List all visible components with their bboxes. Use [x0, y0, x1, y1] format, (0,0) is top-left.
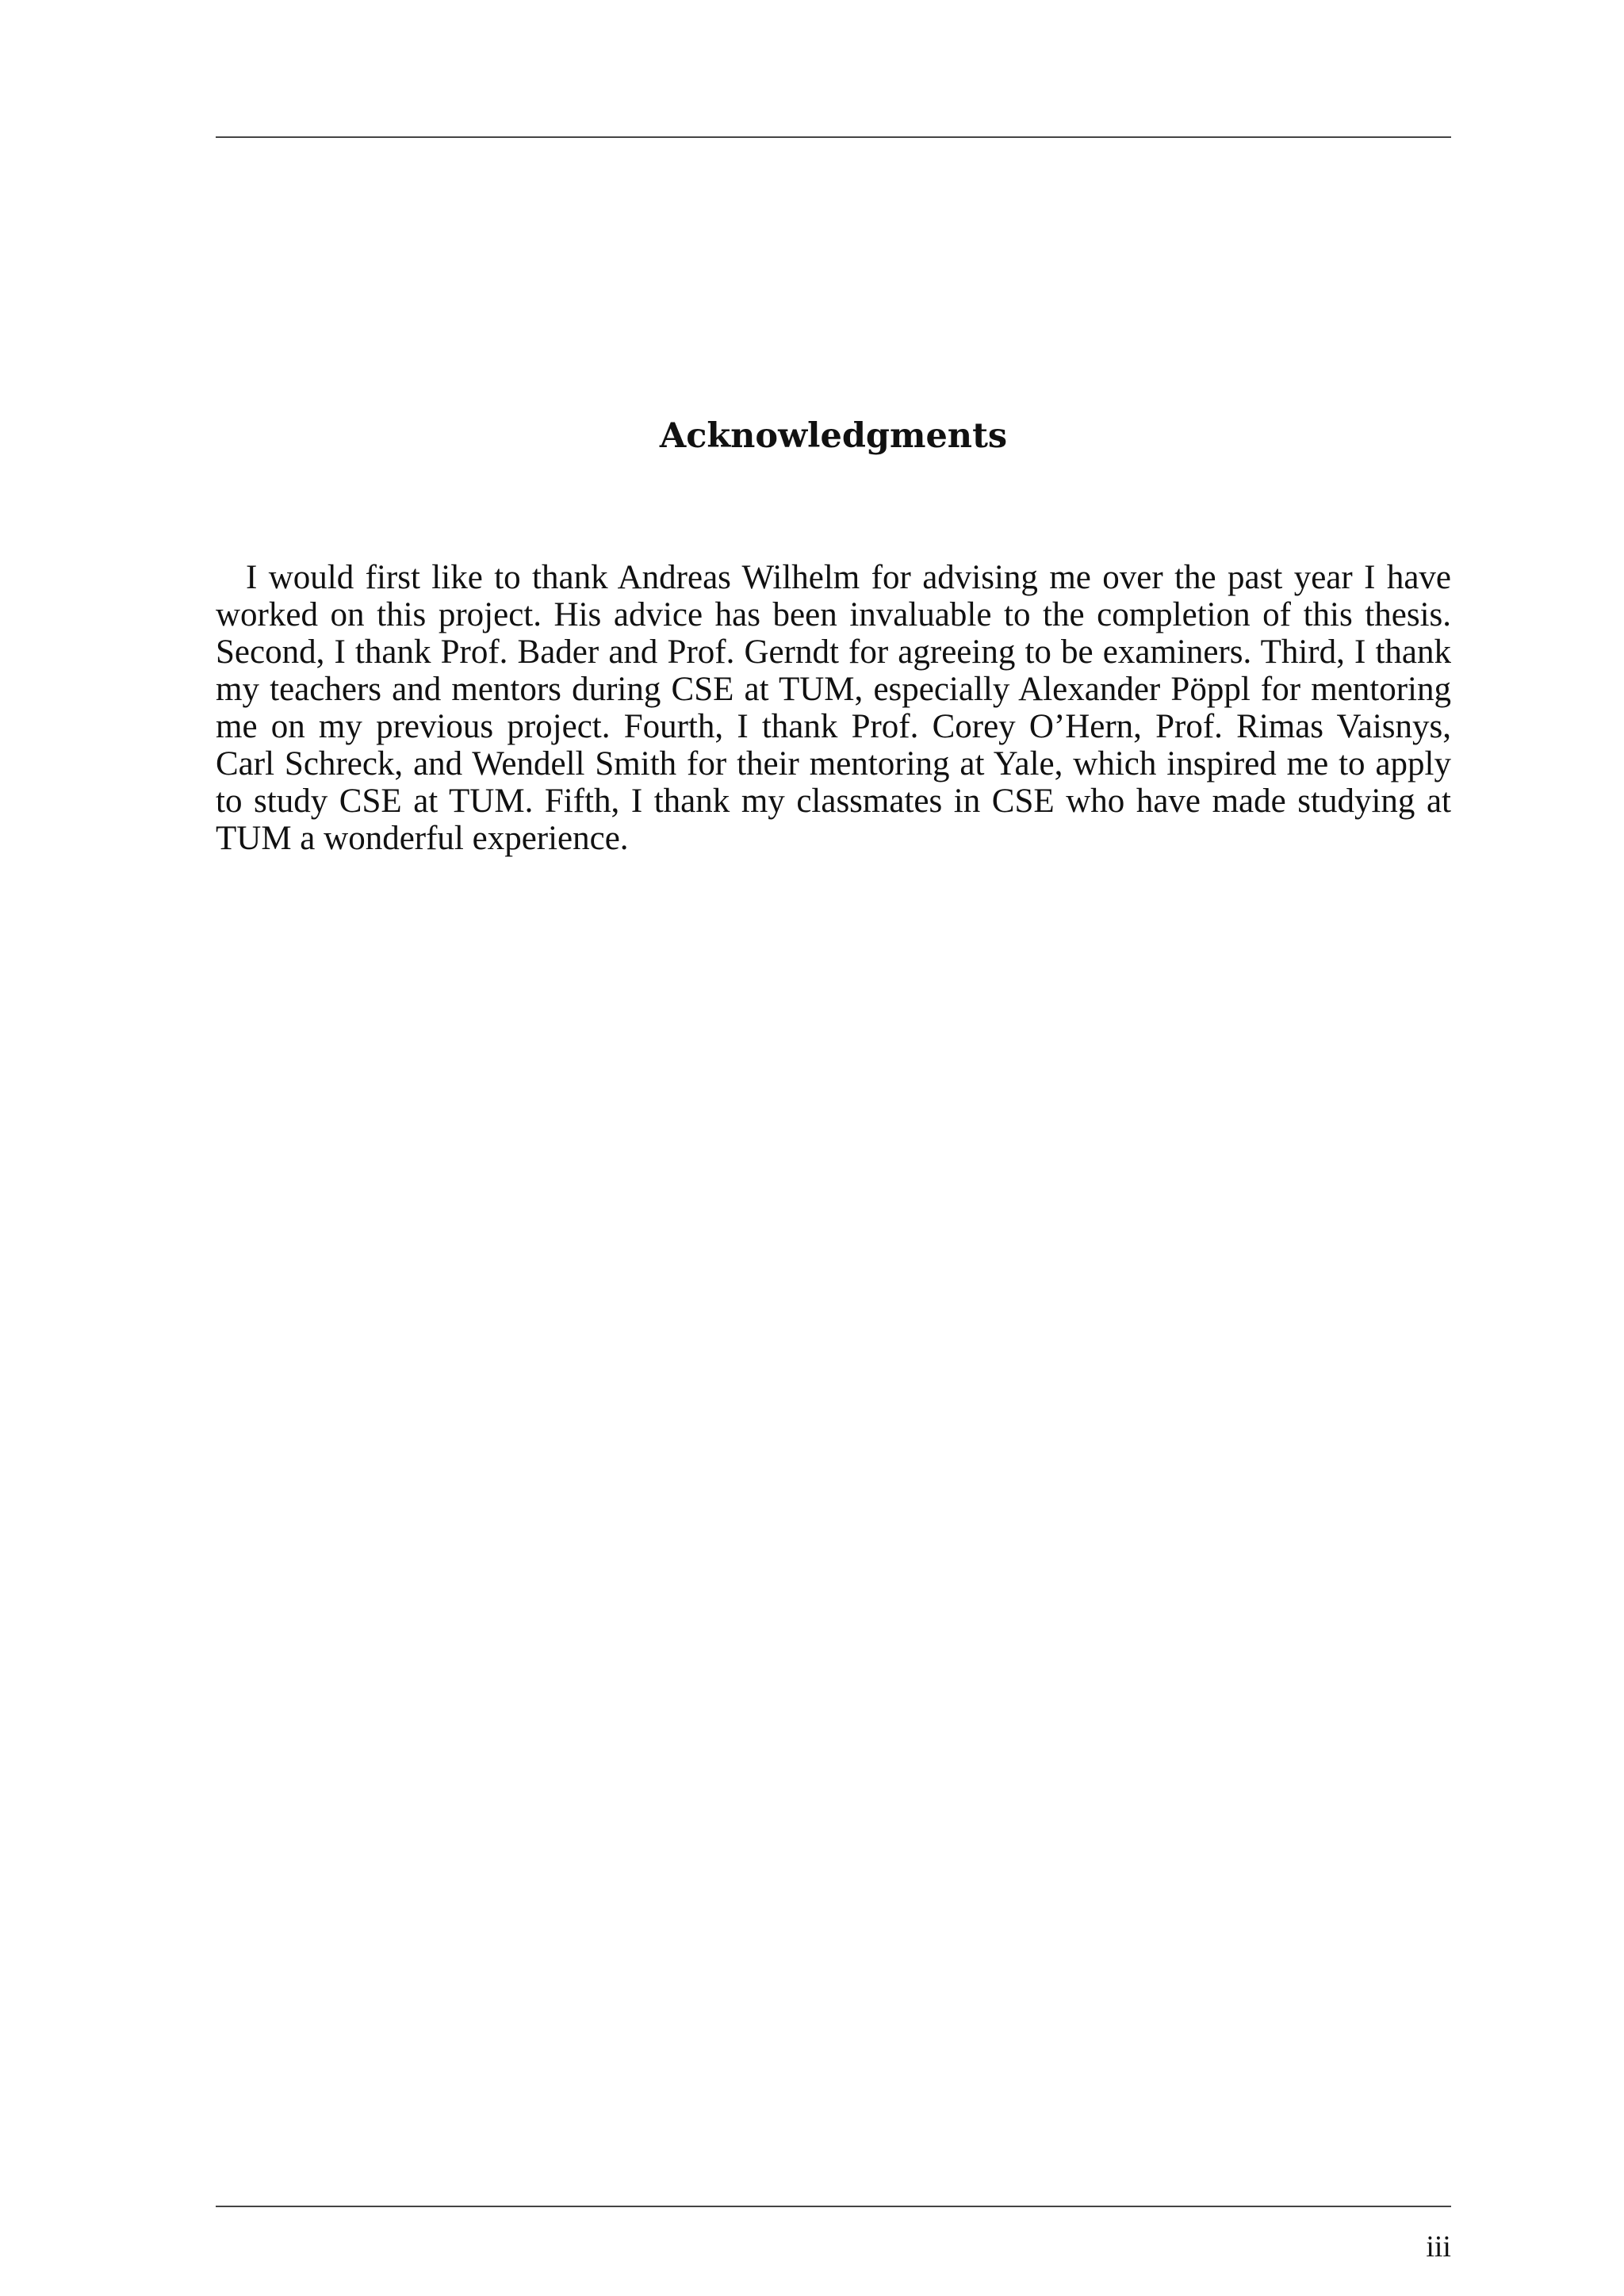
footer-rule [216, 2206, 1451, 2207]
header-rule [216, 136, 1451, 138]
page-number: iii [1426, 2230, 1451, 2263]
acknowledgments-paragraph: I would first like to thank Andreas Wilhelm for advising me over the past year I have worked on this project. His advice has been invaluable to the completion of this thesis. Second, I thank Prof. Bader and Prof. Gerndt for agreeing to be examiners. Third, I thank my teachers and mentors during CSE at TUM, especially Alexander Pöppl for mentoring me on my previous project. Fourth, I thank Prof. Corey O’Hern, Prof. Rimas Vaisnys, Carl Schreck, and Wendell Smith for their mentoring at Yale, which inspired me to apply to study CSE at TUM. Fifth, I thank my classmates in CSE who have made studying at TUM a wonderful experience. [216, 559, 1451, 857]
page-title: Acknowledgments [659, 416, 1008, 456]
